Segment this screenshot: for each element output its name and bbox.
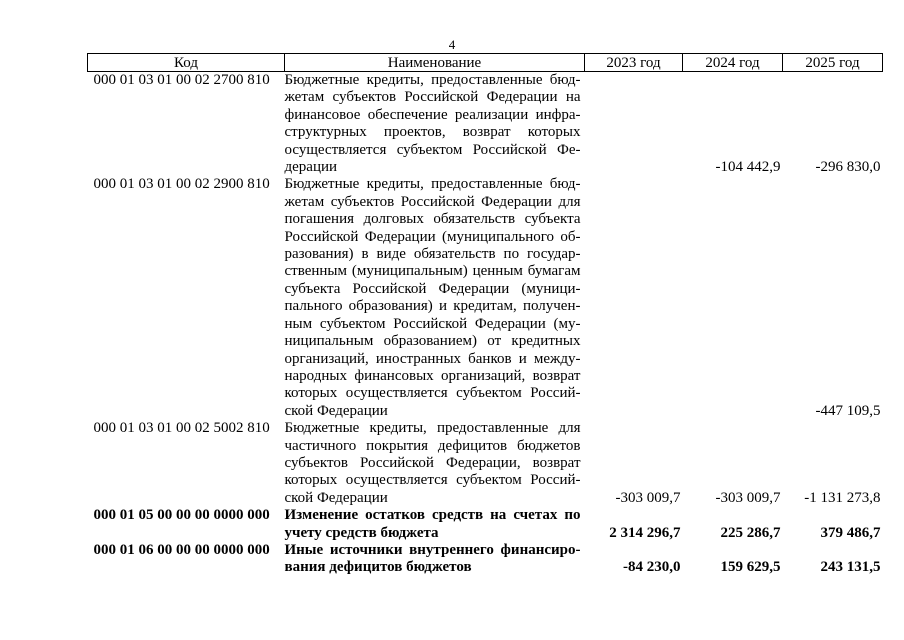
row-name-line: разования) в виде обязательств по государ-: [284, 246, 581, 263]
row-name-line: учету средств бюджета: [284, 524, 439, 541]
row-name: [285, 176, 585, 420]
table-row: [88, 176, 883, 420]
row-value-2023: -84 230,0: [623, 559, 681, 576]
column-header-2024: 2024 год: [683, 54, 783, 72]
row-value-2025: 379 486,7: [820, 524, 881, 541]
table-row: [88, 507, 883, 542]
row-code: 000 01 03 01 00 02 5002 810: [93, 420, 270, 437]
row-name-line: погашения долговых обязательств субъекта: [284, 211, 581, 228]
row-value-2024: [683, 176, 783, 420]
row-name-line: осуществляется субъектом Российской Фе-: [284, 141, 581, 158]
row-code: 000 01 06 00 00 00 0000 000: [93, 541, 270, 558]
table-header-row: [88, 54, 883, 72]
row-name-line: пального образования) и кредитам, получен-: [284, 298, 581, 315]
row-value-2023: [585, 72, 683, 177]
row-name-line: субъектов Российской Федерации, возврат: [284, 454, 581, 471]
row-name: [285, 542, 585, 577]
row-name-line: Бюджетные кредиты, предоставленные бюд-: [284, 72, 581, 88]
row-name-line: ным субъектом Российской Федерации (му-: [284, 315, 581, 332]
row-name-line: ской Федерации: [284, 402, 388, 419]
column-header-2023: 2023 год: [585, 54, 683, 72]
row-name-line: Российской Федерации (муниципального об-: [284, 228, 581, 245]
column-header-2025: 2025 год: [783, 54, 883, 72]
row-value-2025: -1 131 273,8: [804, 489, 881, 506]
table-row: [88, 72, 883, 177]
row-value-2024: 225 286,7: [720, 524, 781, 541]
row-name-line: финансовое обеспечение реализации инфра-: [284, 106, 581, 123]
row-name-line: которых осуществляется субъектом Россий-: [284, 472, 581, 489]
row-name-line: вания дефицитов бюджетов: [284, 559, 472, 576]
row-name: [285, 420, 585, 507]
row-name-line: дерации: [284, 159, 338, 176]
row-code: 000 01 03 01 00 02 2900 810: [93, 176, 270, 193]
row-name: [285, 72, 585, 177]
row-name-line: ственным (муниципальным) ценным бумагам: [284, 263, 581, 280]
row-name: [285, 507, 585, 542]
row-name-line: ской Федерации: [284, 489, 388, 506]
row-name-line: Бюджетные кредиты, предоставленные для: [284, 420, 581, 437]
table-row: [88, 420, 883, 507]
row-value-2025: -447 109,5: [815, 402, 881, 419]
row-name-line: Изменение остатков средств на счетах по: [284, 507, 581, 524]
page-number: 4: [448, 37, 456, 52]
row-name-line: частичного покрытия дефицитов бюджетов: [284, 437, 581, 454]
row-name-line: ниципальным образованием) от кредитных: [284, 333, 581, 350]
column-header-name: Наименование: [285, 54, 585, 72]
row-value-2024: -104 442,9: [715, 159, 781, 176]
table-row: [88, 542, 883, 577]
row-value-2023: 2 314 296,7: [609, 524, 681, 541]
row-code: 000 01 05 00 00 00 0000 000: [93, 507, 270, 524]
row-name-line: Бюджетные кредиты, предоставленные бюд-: [284, 176, 581, 193]
row-name-line: которых осуществляется субъектом Россий-: [284, 385, 581, 402]
row-name-line: народных финансовых организаций, возврат: [284, 367, 581, 384]
row-name-line: жетам субъектов Российской Федерации на: [284, 89, 581, 106]
row-name-line: субъекта Российской Федерации (муници-: [284, 280, 581, 297]
row-name-line: структурных проектов, возврат которых: [284, 124, 581, 141]
row-code: 000 01 03 01 00 02 2700 810: [93, 72, 270, 88]
column-header-code: Код: [88, 54, 285, 72]
row-value-2024: 159 629,5: [720, 559, 781, 576]
row-name-line: Иные источники внутреннего финансиро-: [284, 541, 581, 558]
row-value-2024: -303 009,7: [715, 489, 781, 506]
row-value-2025: 243 131,5: [820, 559, 881, 576]
row-value-2023: -303 009,7: [615, 489, 681, 506]
row-name-line: жетам субъектов Российской Федерации для: [284, 193, 581, 210]
budget-sources-table: [87, 53, 883, 577]
row-name-line: организаций, иностранных банков и между-: [284, 350, 581, 367]
row-value-2025: -296 830,0: [815, 159, 881, 176]
row-value-2023: [585, 176, 683, 420]
